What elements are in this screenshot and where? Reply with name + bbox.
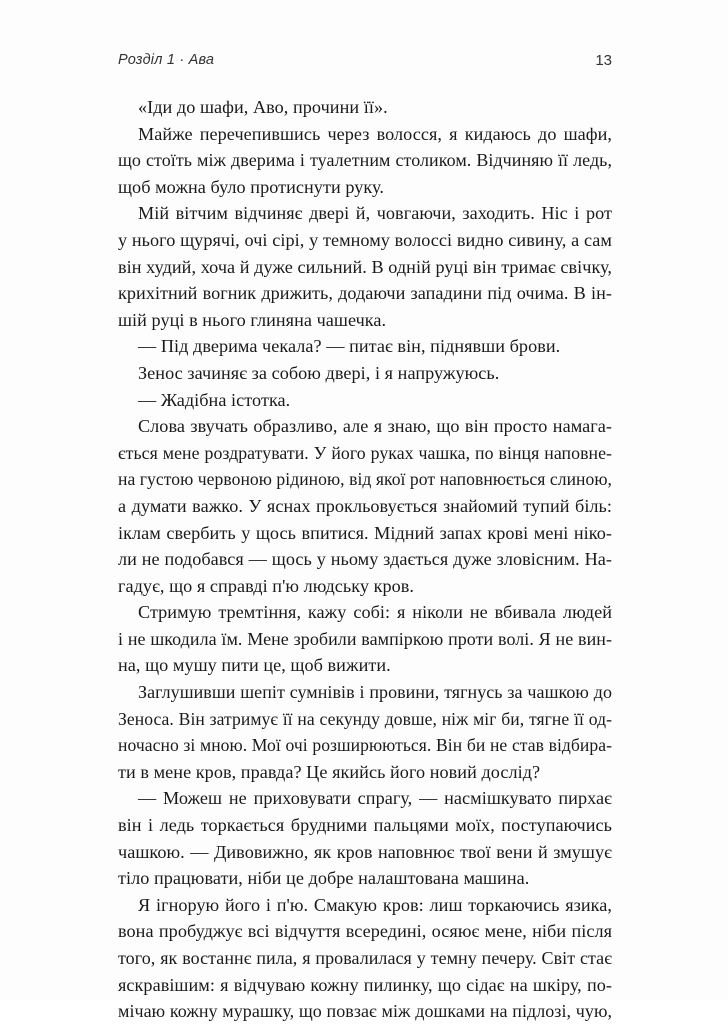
text-line: Я ігнорую його і п'ю. Смакую кров: лиш торкаючись язика,: [138, 894, 612, 915]
text-line: на густою червоною рідиною, від якої рот наповнюється слиною,: [118, 469, 612, 490]
text-line: яскравішим: я відчуваю кожну пилинку, що сідає на шкіру, по-: [118, 974, 612, 995]
running-head: [118, 52, 612, 74]
text-line: він худий, хоча й дуже сильний. В одній руці він тримає свічку,: [118, 256, 612, 277]
text-line: ли не подобався — щось у ньому здається дуже зловісним. На-: [118, 549, 612, 570]
text-line: гадує, що я справді п'ю людську кров.: [118, 575, 415, 596]
text-line: — Можеш не приховувати спрагу, — насмішкувато пирхає: [138, 788, 612, 809]
text-line: тіло працювати, ніби це добре налаштована машина.: [118, 868, 530, 889]
text-line: мічаю кожну мурашку, що повзає між дошками на підлозі, чую,: [118, 1001, 612, 1022]
text-line: Майже перечепившись через волосся, я кидаюсь до шафи,: [138, 123, 612, 144]
text-line: іклам свербить у щось впитися. Мідний запах крові мені ніко-: [118, 522, 612, 543]
text-line: ночасно зі мною. Мої очі розширюються. Він би не став відбира-: [118, 735, 612, 756]
text-line: — Жадібна істотка.: [138, 389, 291, 410]
body-text: [118, 94, 612, 1025]
text-line: чашкою. — Дивовижно, як кров наповнює твої вени й змушує: [118, 841, 612, 862]
chapter-section-title: Розділ 1 · Ава: [118, 52, 215, 68]
text-line: він і ледь торкається брудними пальцями моїх, поступаючись: [118, 815, 612, 836]
text-line: на, що мушу пити це, щоб вижити.: [118, 655, 391, 676]
text-line: Слова звучать образливо, але я знаю, що він просто намага-: [138, 416, 612, 437]
text-line: що стоїть між дверима і туалетним столиком. Відчиняю її ледь,: [118, 150, 612, 171]
text-line: крихітний вогник дрижить, додаючи западини під очима. В ін-: [118, 283, 612, 304]
text-line: вона пробуджує всі відчуття всередині, осяює мене, ніби після: [118, 921, 612, 942]
text-line: Мій вітчим відчиняє двері й, човгаючи, заходить. Ніс і рот: [138, 203, 612, 224]
text-line: і не шкодила їм. Мене зробили вампіркою проти волі. Я не вин-: [118, 628, 612, 649]
text-line: у нього щурячі, очі сірі, у темному волоссі видно сивину, а сам: [118, 229, 612, 250]
text-line: «Іди до шафи, Аво, прочини її».: [138, 97, 388, 117]
text-line: Зенос зачиняє за собою двері, і я напружуюсь.: [138, 362, 500, 383]
text-line: ється мене роздратувати. У його руках чашка, по вінця наповне-: [118, 442, 612, 463]
page-number: 13: [595, 52, 612, 69]
text-line: того, як востаннє пила, я провалилася у темну печеру. Світ стає: [118, 948, 612, 968]
text-line: — Під дверима чекала? — питає він, піднявши брови.: [138, 336, 561, 357]
text-line: шій руці в нього глиняна чашечка.: [118, 309, 387, 330]
text-line: Зеноса. Він затримує її на секунду довше, ніж міг би, тягне її од-: [118, 708, 612, 729]
text-line: ти в мене кров, правда? Це якийсь його новий дослід?: [118, 761, 541, 782]
text-line: щоб можна було протиснути руку.: [118, 176, 384, 197]
text-line: Стримую тремтіння, кажу собі: я ніколи не вбивала людей: [138, 602, 612, 623]
text-line: а думати важко. У яснах прокльовується знайомий тупий біль:: [118, 495, 612, 516]
text-line: Заглушивши шепіт сумнівів і провини, тягнусь за чашкою до: [138, 682, 612, 703]
